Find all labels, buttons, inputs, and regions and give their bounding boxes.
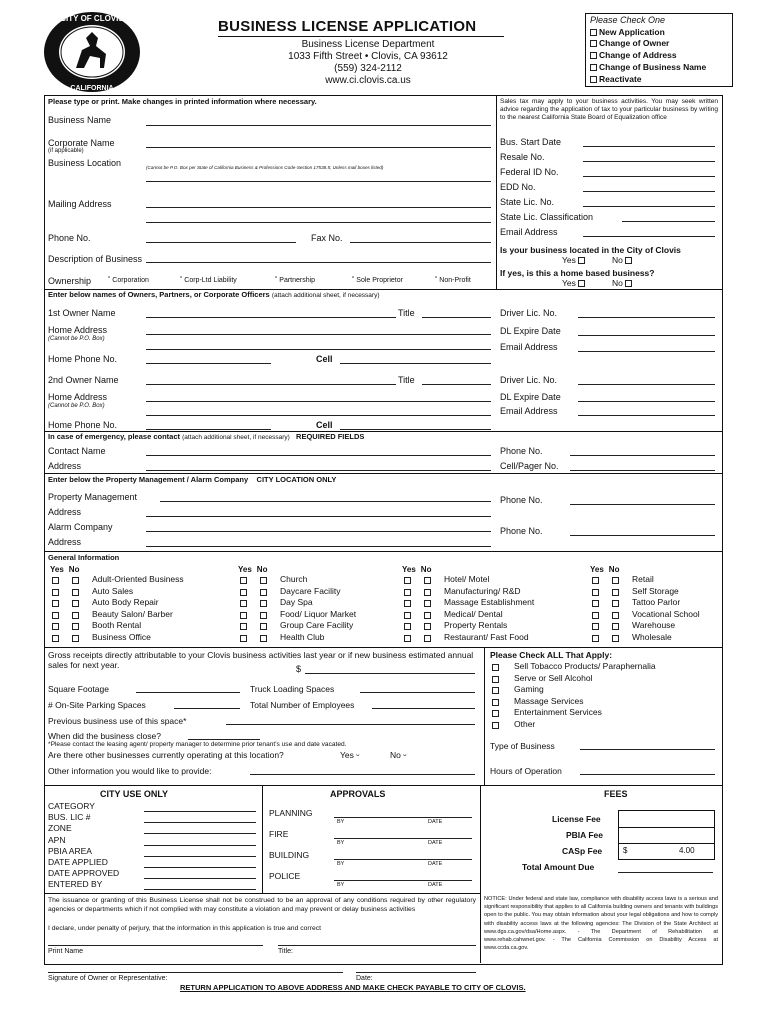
general-item-label: Food/ Liquor Market — [280, 608, 357, 619]
email-label: Email Address — [500, 227, 558, 237]
option-change-name[interactable]: Change of Business Name — [590, 62, 706, 72]
general-yes-checkbox[interactable] — [404, 612, 411, 619]
emergency-phone-label: Phone No. — [500, 446, 543, 456]
yes-no-header: Yes No — [590, 565, 620, 574]
general-item-label: Health Club — [280, 632, 325, 642]
city-use-label: ZONE — [48, 823, 72, 834]
contact-name-field[interactable] — [146, 455, 491, 456]
mailing-address-field[interactable] — [146, 207, 491, 208]
general-yes-checkbox[interactable] — [240, 635, 247, 642]
license-fee-label: License Fee — [552, 814, 601, 824]
city-use-label: BUS. LIC # — [48, 812, 91, 823]
option-change-address[interactable]: Change of Address — [590, 50, 677, 60]
first-driver-lic-label: Driver Lic. No. — [500, 308, 558, 318]
general-yes-checkbox[interactable] — [240, 623, 247, 630]
mailing-address-field-2[interactable] — [146, 222, 491, 223]
total-due-field[interactable] — [618, 872, 713, 873]
title-label: Title: — [278, 948, 293, 955]
general-item-label: Beauty Salon/ Barber — [92, 608, 173, 619]
general-no-checkbox[interactable] — [72, 612, 79, 619]
approval-by: BY — [337, 840, 345, 846]
second-owner-title-field[interactable] — [422, 384, 491, 385]
second-home-phone-field[interactable] — [146, 429, 271, 430]
first-email-label: Email Address — [500, 342, 558, 352]
second-home-address-label: Home Address — [48, 392, 108, 402]
general-yes-checkbox[interactable] — [52, 577, 59, 584]
page-title: BUSINESS LICENSE APPLICATION — [218, 18, 477, 35]
approval-field[interactable] — [334, 838, 472, 839]
general-no-checkbox[interactable] — [612, 612, 619, 619]
city-use-label: APN — [48, 834, 66, 845]
city-use-label: DATE APPROVED — [48, 868, 120, 879]
second-home-address-field[interactable] — [146, 401, 491, 402]
first-cannot-po: (Cannot be P.O. Box) — [48, 336, 105, 342]
edd-no-label: EDD No. — [500, 182, 536, 192]
bus-start-date-label: Bus. Start Date — [500, 137, 562, 147]
general-no-checkbox[interactable] — [260, 600, 267, 607]
date-label: Date: — [356, 975, 373, 982]
first-home-phone-label: Home Phone No. — [48, 354, 118, 364]
city-use-field[interactable] — [144, 856, 256, 857]
city-use-field[interactable] — [144, 811, 256, 812]
general-no-checkbox[interactable] — [72, 623, 79, 630]
other-operating-label: Are there other businesses currently operating at this location? — [48, 750, 284, 760]
check-one-title: Please Check One — [590, 15, 666, 25]
first-owner-title-label: Title — [398, 308, 415, 318]
employees-field[interactable] — [372, 708, 475, 709]
corporate-name-label: Corporate Name — [48, 138, 115, 148]
dept-phone: (559) 324-2112 — [334, 63, 402, 74]
general-yes-checkbox[interactable] — [240, 600, 247, 607]
previous-use-field[interactable] — [226, 724, 475, 725]
property-phone-label: Phone No. — [500, 495, 543, 505]
general-item-label: Hotel/ Motel — [444, 574, 490, 584]
first-driver-lic-field[interactable] — [578, 317, 715, 318]
truck-loading-field[interactable] — [360, 692, 475, 693]
state-lic-no-field[interactable] — [583, 206, 715, 207]
first-owner-label: 1st Owner Name — [48, 308, 116, 318]
property-header: Enter below the Property Management / Alarm Company CITY LOCATION ONLY — [48, 475, 337, 484]
alarm-phone-label: Phone No. — [500, 526, 543, 536]
ownership-corp-ltd[interactable]: ˚ Corp-Ltd Liability — [180, 277, 237, 284]
general-yes-checkbox[interactable] — [592, 577, 599, 584]
general-yes-checkbox[interactable] — [404, 635, 411, 642]
parking-field[interactable] — [174, 708, 240, 709]
general-item-label: Wholesale — [632, 632, 672, 642]
svg-text:CALIFORNIA: CALIFORNIA — [70, 85, 114, 92]
signature-label: Signature of Owner or Representative: — [48, 975, 168, 982]
other-info-label: Other information you would like to provide: — [48, 766, 212, 776]
mailing-address-label: Mailing Address — [48, 199, 112, 209]
business-name-label: Business Name — [48, 115, 112, 125]
fax-no-label: Fax No. — [311, 233, 343, 243]
general-yes-checkbox[interactable] — [404, 589, 411, 596]
type-of-business-field[interactable] — [580, 749, 715, 750]
city-use-field[interactable] — [144, 878, 256, 879]
city-use-label: PBIA AREA — [48, 845, 92, 856]
property-address-field[interactable] — [146, 516, 491, 517]
second-owner-label: 2nd Owner Name — [48, 375, 119, 385]
email-field[interactable] — [583, 236, 715, 237]
casp-fee-label: CASp Fee — [562, 846, 603, 856]
approvals-header: APPROVALS — [330, 789, 386, 799]
ownership-partnership[interactable]: ˚ Partnership — [275, 277, 316, 284]
second-owner-title-label: Title — [398, 375, 415, 385]
federal-id-field[interactable] — [583, 176, 715, 177]
alarm-address-label: Address — [48, 537, 82, 547]
check-all-checkbox[interactable] — [492, 710, 499, 717]
general-yes-checkbox[interactable] — [240, 589, 247, 596]
previous-use-label: Previous business use of this space* — [48, 716, 187, 726]
property-management-field[interactable] — [160, 501, 491, 502]
federal-id-label: Federal ID No. — [500, 167, 559, 177]
check-all-label: Entertainment Services — [514, 707, 602, 717]
gross-text: Gross receipts directly attributable to your Clovis business activities last year or if new business estimated annual sales for next year. — [48, 650, 474, 670]
general-item-label: Restaurant/ Fast Food — [444, 632, 529, 642]
located-yes[interactable]: Yes — [562, 255, 587, 265]
located-no[interactable]: No — [612, 255, 634, 265]
city-use-field[interactable] — [144, 833, 256, 834]
casp-dollar: $ — [623, 846, 628, 855]
check-all-label: Gaming — [514, 684, 544, 694]
date-field[interactable] — [356, 972, 476, 973]
home-based-yes[interactable]: Yes — [562, 278, 587, 288]
dept-name: Business License Department — [301, 39, 435, 50]
location-note: (Cannot be P.O. Box per State of California Business & Professions Code-Section 17538.5; Unless mail boxes listed) — [146, 165, 384, 170]
second-home-phone-label: Home Phone No. — [48, 420, 118, 430]
first-home-address-label: Home Address — [48, 325, 108, 335]
approval-by: BY — [337, 819, 345, 825]
located-question: Is your business located in the City of Clovis — [500, 245, 681, 255]
resale-no-field[interactable] — [583, 161, 715, 162]
general-item-label: Vocational School — [632, 608, 700, 619]
resale-no-label: Resale No. — [500, 152, 545, 162]
check-all-label: Other — [514, 718, 536, 729]
general-no-checkbox[interactable] — [424, 623, 431, 630]
approval-label: PLANNING — [269, 808, 313, 818]
general-item-label: Day Spa — [280, 597, 313, 608]
phone-no-field[interactable] — [146, 242, 296, 243]
option-new-application[interactable]: New Application — [590, 27, 665, 37]
general-yes-checkbox[interactable] — [592, 623, 599, 630]
approval-date: DATE — [428, 882, 443, 888]
general-header: General Information — [48, 553, 120, 562]
general-no-checkbox[interactable] — [260, 612, 267, 619]
general-no-checkbox[interactable] — [612, 623, 619, 630]
alarm-company-label: Alarm Company — [48, 522, 113, 532]
city-use-field[interactable] — [144, 889, 256, 890]
state-lic-no-label: State Lic. No. — [500, 197, 555, 207]
general-no-checkbox[interactable] — [260, 623, 267, 630]
first-cell-field[interactable] — [340, 363, 491, 364]
second-email-field[interactable] — [578, 415, 715, 416]
emergency-header: In case of emergency, please contact (attach additional sheet, if necessary) REQUIRED FIELDS — [48, 432, 365, 441]
first-home-address-field-2[interactable] — [146, 349, 491, 350]
general-yes-checkbox[interactable] — [404, 623, 411, 630]
general-yes-checkbox[interactable] — [404, 600, 411, 607]
general-item-label: Group Care Facility — [280, 620, 354, 631]
notice: NOTICE: Under federal and state law, compliance with disability access laws is a serious and significant responsibility that applies to all California building owners and tenants with buildings open to the public. You may obtain information about your legal obligations and how to comply with disability access laws at the following agencies: The Division of the State Architect at www.dgs.ca.gov/dsa/Home.aspx. - The Department of Rehabilitation at www.rehab.cahwnet.gov. - The California Commission on Disability Access at www.ccda.ca.gov. — [484, 896, 718, 952]
second-home-address-field-2[interactable] — [146, 415, 491, 416]
general-no-checkbox[interactable] — [72, 635, 79, 642]
approval-field[interactable] — [334, 859, 472, 860]
disclaimer: The issuance or granting of this Business License shall not be construed to be an approval of any conditions required by other regulatory agencies or departments which if not complied with may constitute a violation and may prevent or delay business activities — [48, 897, 476, 913]
parking-label: # On-Site Parking Spaces — [48, 700, 146, 710]
emergency-cell-label: Cell/Pager No. — [500, 461, 559, 471]
general-item-label: Retail — [632, 574, 654, 584]
check-all-label: Serve or Sell Alcohol — [514, 672, 593, 683]
yes-no-header: Yes No — [50, 565, 80, 574]
property-address-label: Address — [48, 507, 82, 517]
square-footage-field[interactable] — [136, 692, 240, 693]
second-cannot-po: (Cannot be P.O. Box) — [48, 403, 105, 409]
approval-date: DATE — [428, 840, 443, 846]
gross-dollar: $ — [296, 664, 302, 674]
general-yes-checkbox[interactable] — [52, 612, 59, 619]
description-label: Description of Business — [48, 254, 143, 264]
bus-start-date-field[interactable] — [583, 146, 715, 147]
state-lic-class-field[interactable] — [622, 221, 715, 222]
general-no-checkbox[interactable] — [612, 600, 619, 607]
ownership-label: Ownership — [48, 276, 92, 286]
approval-date: DATE — [428, 819, 443, 825]
check-all-checkbox[interactable] — [492, 664, 499, 671]
contact-address-field[interactable] — [146, 470, 491, 471]
general-yes-checkbox[interactable] — [404, 577, 411, 584]
state-lic-class-label: State Lic. Classification — [500, 212, 594, 222]
check-all-checkbox[interactable] — [492, 687, 499, 694]
general-item-label: Daycare Facility — [280, 585, 341, 596]
first-home-address-field[interactable] — [146, 334, 491, 335]
general-no-checkbox[interactable] — [424, 600, 431, 607]
dept-website: www.ci.clovis.ca.us — [325, 75, 411, 86]
fees-table — [618, 810, 715, 860]
yes-no-header: Yes No — [402, 565, 432, 574]
owners-header: Enter below names of Owners, Partners, or Corporate Officers (attach additional sheet, if necessary) — [48, 290, 380, 299]
general-yes-checkbox[interactable] — [52, 623, 59, 630]
type-of-business-label: Type of Business — [490, 741, 555, 751]
general-yes-checkbox[interactable] — [240, 612, 247, 619]
check-all-label: Sell Tobacco Products/ Paraphernalia — [514, 661, 656, 671]
city-use-label: CATEGORY — [48, 801, 95, 811]
edd-no-field[interactable] — [583, 191, 715, 192]
contact-address-label: Address — [48, 461, 82, 471]
other-operating-yes[interactable]: Yes ᵕ — [340, 750, 360, 760]
general-no-checkbox[interactable] — [260, 589, 267, 596]
city-use-field[interactable] — [144, 822, 256, 823]
general-item-label: Business Office — [92, 632, 151, 642]
general-yes-checkbox[interactable] — [52, 635, 59, 642]
property-management-label: Property Management — [48, 492, 138, 502]
city-use-header: CITY USE ONLY — [100, 789, 169, 799]
general-item-label: Warehouse — [632, 620, 676, 631]
general-no-checkbox[interactable] — [424, 612, 431, 619]
option-change-owner[interactable]: Change of Owner — [590, 38, 669, 48]
general-yes-checkbox[interactable] — [592, 612, 599, 619]
emergency-phone-field[interactable] — [570, 455, 715, 456]
check-all-checkbox[interactable] — [492, 722, 499, 729]
alarm-company-field[interactable] — [146, 531, 491, 532]
general-item-label: Booth Rental — [92, 620, 142, 631]
employees-label: Total Number of Employees — [250, 700, 355, 710]
return-instructions: RETURN APPLICATION TO ABOVE ADDRESS AND MAKE CHECK PAYABLE TO CITY OF CLOVIS. — [180, 983, 526, 992]
approval-label: BUILDING — [269, 850, 310, 860]
business-name-field[interactable] — [146, 125, 491, 126]
home-based-question: If yes, is this a home based business? — [500, 268, 655, 278]
general-no-checkbox[interactable] — [612, 589, 619, 596]
general-no-checkbox[interactable] — [260, 635, 267, 642]
alarm-address-field[interactable] — [146, 546, 491, 547]
approval-field[interactable] — [334, 817, 472, 818]
approval-by: BY — [337, 882, 345, 888]
second-driver-lic-field[interactable] — [578, 384, 715, 385]
ownership-sole-proprietor[interactable]: ˚ Sole Proprietor — [352, 277, 403, 284]
pbia-fee-label: PBIA Fee — [566, 830, 604, 840]
other-operating-no[interactable]: No ᵕ — [390, 750, 407, 760]
contact-name-label: Contact Name — [48, 446, 106, 456]
general-yes-checkbox[interactable] — [52, 589, 59, 596]
check-one-box — [585, 13, 733, 87]
second-email-label: Email Address — [500, 406, 558, 416]
general-yes-checkbox[interactable] — [592, 589, 599, 596]
general-no-checkbox[interactable] — [424, 635, 431, 642]
general-item-label: Church — [280, 574, 308, 584]
general-no-checkbox[interactable] — [612, 577, 619, 584]
first-owner-title-field[interactable] — [422, 317, 491, 318]
second-owner-field[interactable] — [146, 384, 396, 385]
second-dl-expire-field[interactable] — [578, 401, 715, 402]
yes-no-header: Yes No — [238, 565, 268, 574]
when-closed-field[interactable] — [188, 739, 260, 740]
fax-no-field[interactable] — [350, 242, 491, 243]
alarm-phone-field[interactable] — [570, 535, 715, 536]
city-use-field[interactable] — [144, 867, 256, 868]
dept-address: 1033 Fifth Street • Clovis, CA 93612 — [288, 51, 448, 62]
check-all-title: Please Check ALL That Apply: — [490, 650, 613, 660]
total-due-label: Total Amount Due — [522, 862, 595, 872]
city-seal — [42, 10, 142, 94]
general-no-checkbox[interactable] — [424, 577, 431, 584]
general-no-checkbox[interactable] — [424, 589, 431, 596]
general-yes-checkbox[interactable] — [592, 600, 599, 607]
emergency-cell-field[interactable] — [570, 470, 715, 471]
when-closed-label: When did the business close? — [48, 731, 161, 741]
ownership-non-profit[interactable]: ˚ Non-Profit — [435, 277, 471, 284]
phone-no-label: Phone No. — [48, 233, 91, 243]
casp-value: 4.00 — [679, 846, 695, 855]
description-field[interactable] — [146, 262, 491, 263]
property-phone-field[interactable] — [570, 504, 715, 505]
contact-note: *Please contact the leasing agent/ property manager to determine prior tenant's use and date vacated. — [48, 741, 347, 748]
fees-header: FEES — [604, 789, 628, 799]
general-item-label: Property Rentals — [444, 620, 508, 631]
city-use-label: ENTERED BY — [48, 879, 103, 890]
perjury: I declare, under penalty of perjury, that the information in this application is true and correct — [48, 925, 322, 932]
first-home-phone-field[interactable] — [146, 363, 271, 364]
general-yes-checkbox[interactable] — [52, 600, 59, 607]
general-item-label: Manufacturing/ R&D — [444, 585, 521, 596]
general-no-checkbox[interactable] — [72, 600, 79, 607]
check-all-checkbox[interactable] — [492, 699, 499, 706]
city-use-field[interactable] — [144, 845, 256, 846]
check-all-checkbox[interactable] — [492, 676, 499, 683]
if-applicable: (if applicable) — [48, 148, 84, 154]
first-dl-expire-field[interactable] — [578, 335, 715, 336]
option-reactivate[interactable]: Reactivate — [590, 74, 642, 84]
approval-label: FIRE — [269, 829, 289, 839]
signature-field[interactable] — [48, 972, 343, 973]
general-yes-checkbox[interactable] — [240, 577, 247, 584]
truck-loading-label: Truck Loading Spaces — [250, 684, 335, 694]
general-item-label: Massage Establishment — [444, 597, 535, 608]
svg-text:CITY OF CLOVIS: CITY OF CLOVIS — [60, 14, 124, 23]
ownership-corporation[interactable]: ˚ Corporation — [108, 277, 149, 284]
second-cell-label: Cell — [316, 420, 333, 430]
approval-date: DATE — [428, 861, 443, 867]
second-dl-expire-label: DL Expire Date — [500, 392, 561, 402]
general-item-label: Medical/ Dental — [444, 608, 503, 619]
square-footage-label: Square Footage — [48, 684, 109, 694]
city-use-label: DATE APPLIED — [48, 857, 108, 867]
gross-field[interactable] — [305, 673, 475, 674]
general-item-label: Adult-Oriented Business — [92, 574, 184, 584]
general-no-checkbox[interactable] — [72, 589, 79, 596]
section1-intro: Please type or print. Make changes in printed information where necessary. — [48, 97, 317, 106]
home-based-no[interactable]: No — [612, 278, 634, 288]
general-yes-checkbox[interactable] — [592, 635, 599, 642]
general-item-label: Tattoo Parlor — [632, 597, 681, 608]
general-item-label: Auto Body Repair — [92, 597, 159, 608]
business-location-field[interactable] — [146, 181, 491, 182]
business-location-label: Business Location — [48, 158, 122, 168]
second-driver-lic-label: Driver Lic. No. — [500, 375, 558, 385]
general-no-checkbox[interactable] — [260, 577, 267, 584]
first-email-field[interactable] — [578, 351, 715, 352]
print-name-field[interactable] — [48, 945, 263, 946]
approval-field[interactable] — [334, 880, 472, 881]
second-cell-field[interactable] — [340, 429, 491, 430]
hours-field[interactable] — [580, 774, 715, 775]
hours-label: Hours of Operation — [490, 766, 562, 776]
first-owner-field[interactable] — [146, 317, 396, 318]
check-all-label: Massage Services — [514, 695, 584, 706]
corporate-name-field[interactable] — [146, 147, 491, 148]
general-no-checkbox[interactable] — [612, 635, 619, 642]
title-field[interactable] — [278, 945, 476, 946]
approval-label: POLICE — [269, 871, 301, 881]
print-name-label: Print Name — [48, 948, 84, 955]
approval-by: BY — [337, 861, 345, 867]
other-info-field[interactable] — [250, 774, 475, 775]
general-item-label: Self Storage — [632, 585, 679, 596]
first-dl-expire-label: DL Expire Date — [500, 326, 561, 336]
general-item-label: Auto Sales — [92, 585, 134, 596]
general-no-checkbox[interactable] — [72, 577, 79, 584]
first-cell-label: Cell — [316, 354, 333, 364]
sales-tax-note: Sales tax may apply to your business activities. You may seek written advice regarding the application of tax to your particular business by writing to the nearest California State Board of Equalization office — [500, 98, 718, 121]
